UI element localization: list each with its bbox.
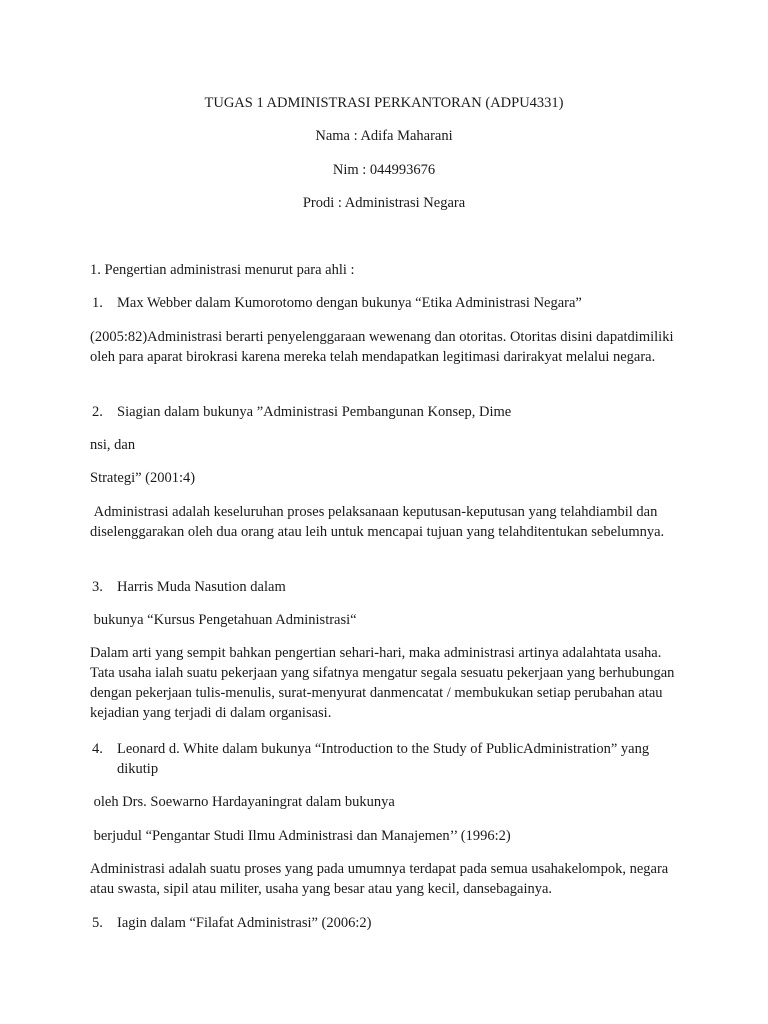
- list-item-paragraph: Administrasi adalah keseluruhan proses pelaksanaan keputusan-keputusan yang telahdiambil dan diselenggarakan oleh dua orang atau leih untuk mencapai tujuan yang telahditentukan sebelumnya.: [90, 504, 665, 540]
- list-number: 4.: [92, 741, 103, 757]
- list-item-paragraph: oleh Drs. Soewarno Hardayaningrat dalam bukunya: [90, 794, 395, 810]
- list-item-paragraph: bukunya “Kursus Pengetahuan Administrasi“: [90, 612, 357, 628]
- list-item-paragraph: nsi, dan: [90, 437, 136, 453]
- list-item-title: Siagian dalam bukunya ”Administrasi Pembangunan Konsep, Dime: [117, 404, 512, 420]
- list-item-paragraph: Administrasi adalah suatu proses yang pada umumnya terdapat pada semua usahakelompok, negara atau swasta, sipil atau militer, usaha yang besar atau yang kecil, dansebagainya.: [90, 861, 669, 897]
- list-item-paragraph: berjudul “Pengantar Studi Ilmu Administrasi dan Manajemen’’ (1996:2): [90, 828, 511, 844]
- section-heading: 1. Pengertian administrasi menurut para ahli :: [90, 262, 355, 278]
- list-number: 3.: [92, 579, 103, 595]
- student-name: Nama : Adifa Maharani: [315, 128, 453, 144]
- document-title: TUGAS 1 ADMINISTRASI PERKANTORAN (ADPU4331): [204, 95, 564, 111]
- list-number: 1.: [92, 295, 103, 311]
- list-item-title: Max Webber dalam Kumorotomo dengan bukunya “Etika Administrasi Negara”: [117, 295, 582, 311]
- list-item-paragraph: (2005:82)Administrasi berarti penyelenggaraan wewenang dan otoritas. Otoritas disini dapatdimiliki oleh para aparat birokrasi karena mereka telah mendapatkan legitimasi darirakyat melalui negara.: [90, 329, 674, 365]
- list-number: 2.: [92, 404, 103, 420]
- list-item-title: Leonard d. White dalam bukunya “Introduction to the Study of PublicAdministration” yang dikutip: [117, 741, 650, 777]
- list-item-paragraph: Strategi” (2001:4): [90, 470, 196, 486]
- student-prodi: Prodi : Administrasi Negara: [302, 195, 466, 211]
- list-item-title: Iagin dalam “Filafat Administrasi” (2006:2): [117, 915, 372, 931]
- student-nim: Nim : 044993676: [332, 162, 436, 178]
- list-number: 5.: [92, 915, 103, 931]
- list-item-title: Harris Muda Nasution dalam: [117, 579, 286, 595]
- list-item-paragraph: Dalam arti yang sempit bahkan pengertian sehari-hari, maka administrasi artinya adalahtata usaha. Tata usaha ialah suatu pekerjaan yang sifatnya mengatur segala sesuatu pekerjaan yang berhubungan dengan pekerjaan tulis-menulis, surat-menyurat danmencatat / membukukan setiap perubahan atau kejadian yang terjadi di dalam organisasi.: [90, 645, 675, 721]
